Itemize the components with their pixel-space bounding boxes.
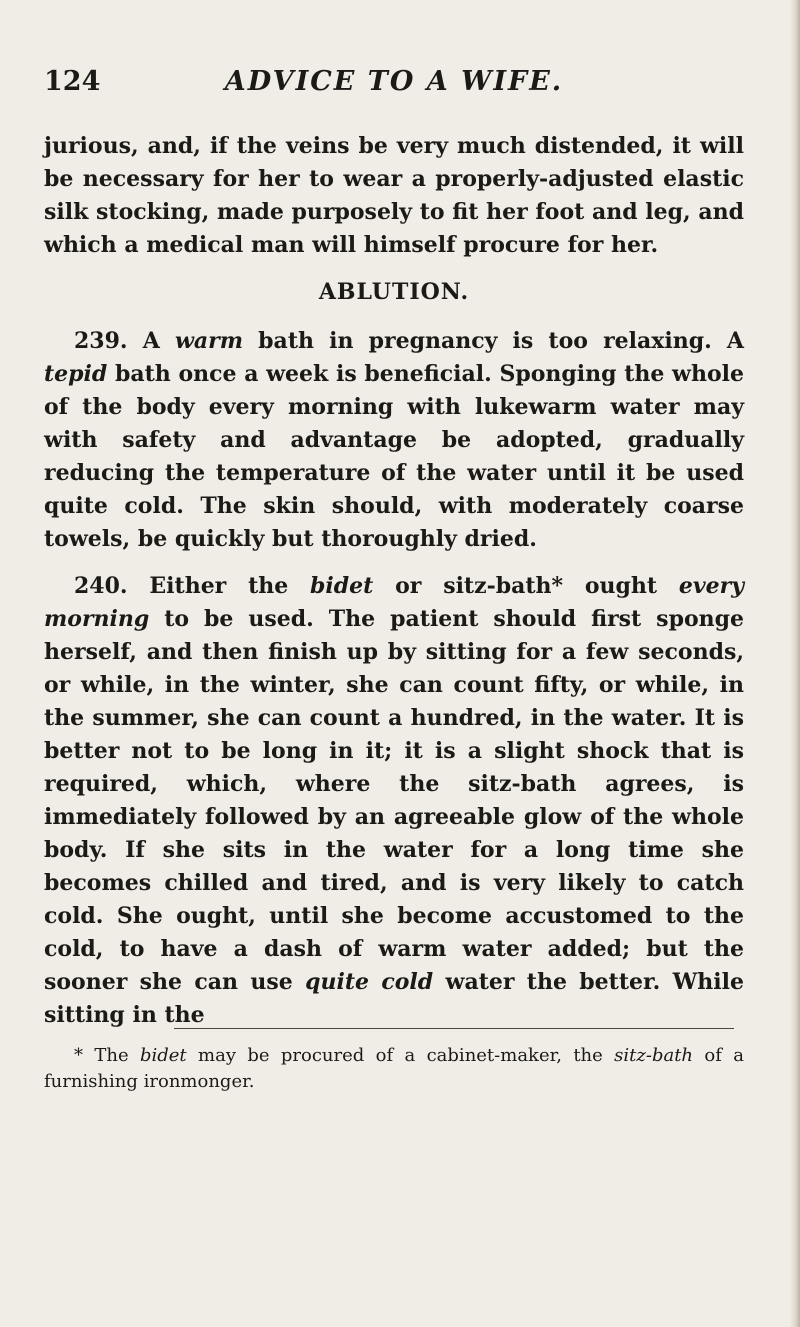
running-header [44,66,744,106]
emphasis-bidet: bidet [139,1045,187,1066]
page-number: 124 [44,66,101,97]
text-run: A [142,328,175,354]
text-run: or sitz-bath* ought [373,573,679,599]
paragraph-240 [44,570,744,1032]
text-run: to be used. The patient should first sponge herself, and then finish up by sitting for a few seconds, or while, in the winter, she can count fifty, or while, in the summer, she can count a hundred, in the water. It is better not to be long in it; it is a slight shock that is required, which, where the sitz-bath agrees, is immediately followed by an agreeable glow of the whole body. If she sits in the water for a long time she becomes chilled and tired, and is very likely to catch cold. She ought, until she become accustomed to the cold, to have a dash of warm water added; but the sooner she can use [44,606,744,995]
emphasis-bidet: bidet [310,573,374,599]
footnote-divider [174,1028,734,1029]
section-heading: ABLUTION. [318,279,470,305]
paragraph-number: 240. [74,573,128,599]
text-run: may be procured of a cabinet-maker, the [186,1045,615,1066]
paragraph-239 [44,325,744,556]
page-spine-shadow [790,0,800,1327]
footnote [44,1043,744,1095]
emphasis-sitz-bath: sitz-bath [614,1045,694,1066]
emphasis-every-morning: every morning [44,573,744,632]
running-title: ADVICE TO A WIFE. [224,66,564,97]
text-run: of a furnishing ironmonger. [44,1045,744,1092]
emphasis-warm: warm [174,328,244,354]
text-run: bath once a week is beneficial. Sponging the whole of the body every morning with lukewarm water may with safety and advantage be adopted, gradually reducing the temperature of the water until it be used quite cold. The skin should, with moderately coarse towels, be quickly but thoroughly dried. [44,361,744,552]
text-run: bath in pregnancy is too relaxing. A [243,328,744,354]
paragraph-number: 239. [74,328,128,354]
body-text [44,130,744,1032]
footnote-text [44,1043,744,1095]
text-run: * The [74,1045,140,1066]
text-run: water the better. While sitting in the [44,969,744,1028]
emphasis-tepid: tepid [44,361,108,387]
continuation-paragraph: jurious, and, if the veins be very much distended, it will be necessary for her to wear a properly-adjusted elastic silk stocking, made purposely to fit her foot and leg, and which a medical man will himself procure for her. [44,133,744,258]
emphasis-quite-cold: quite cold [305,969,434,995]
text-run: Either the [149,573,311,599]
